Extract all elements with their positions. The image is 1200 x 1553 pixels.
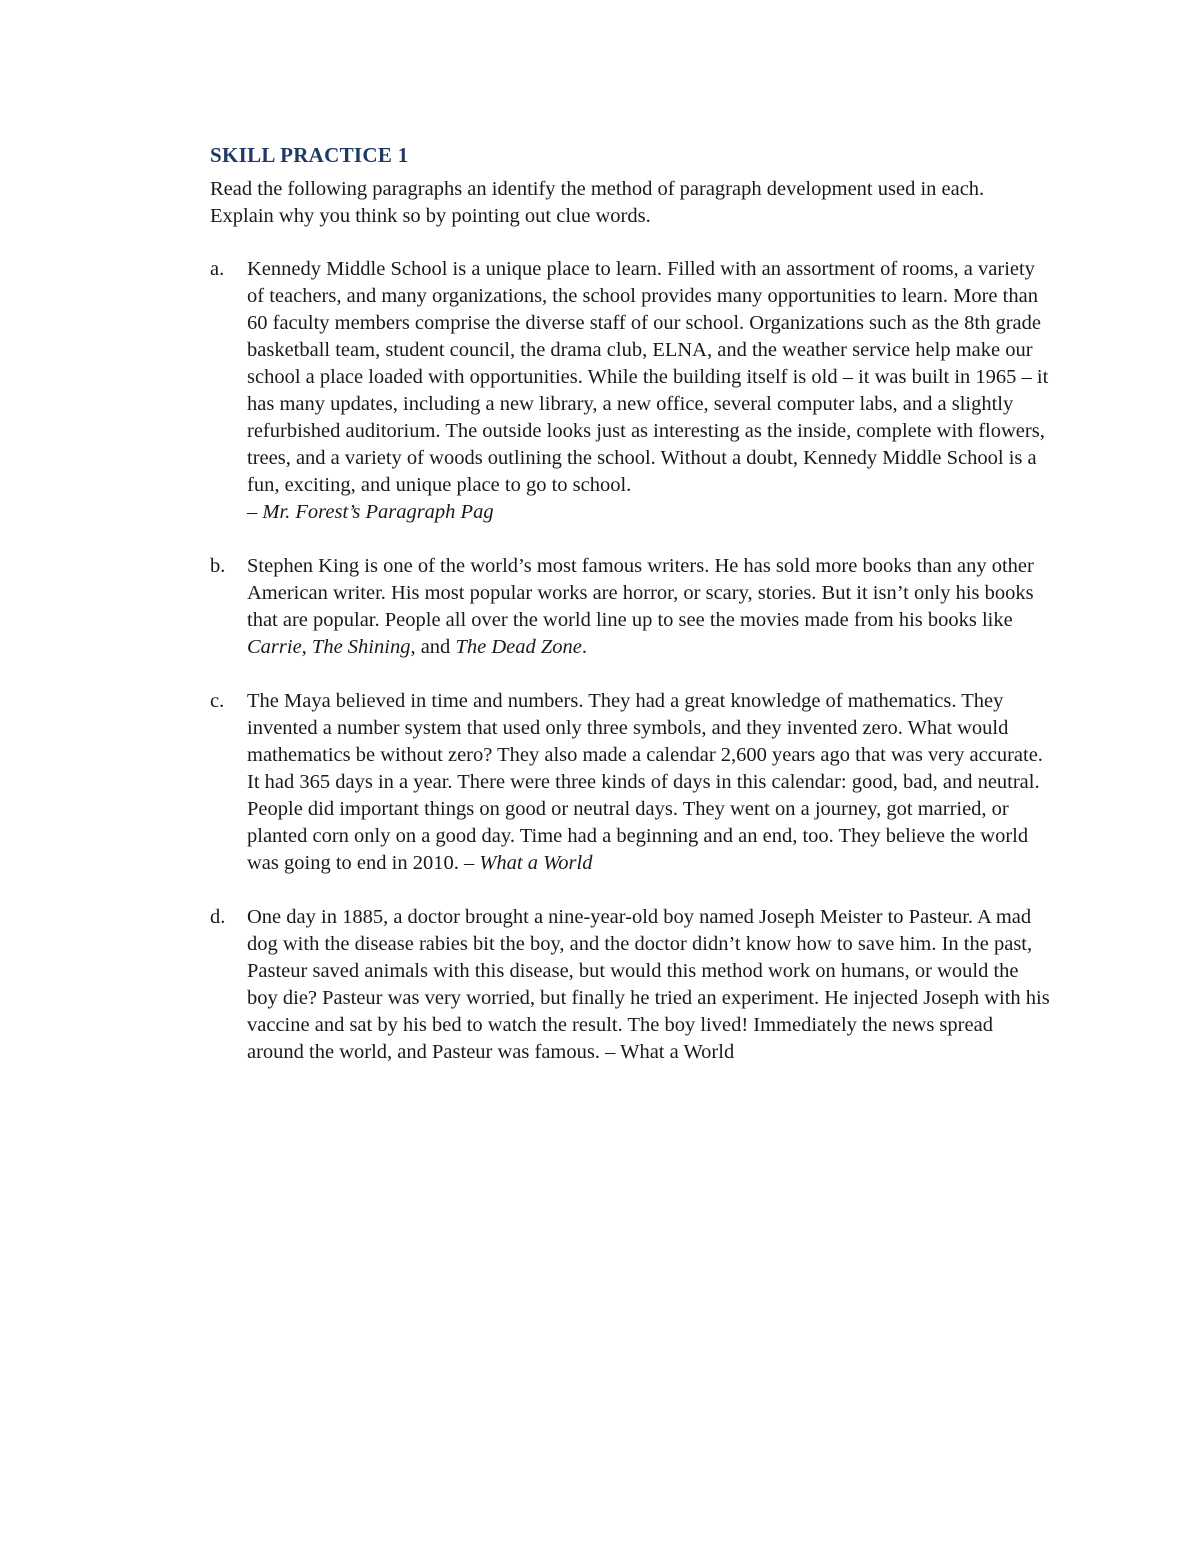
page-title: SKILL PRACTICE 1 (210, 143, 409, 167)
paragraph-text: Kennedy Middle School is a unique place to learn. Filled with an assortment of rooms, a variety of teachers, and many organizations, the school provides many opportunities to learn. More than 60 faculty members comprise the diverse staff of our school. Organizations such as the 8th grade basketball team, student council, the drama club, ELNA, and the weather service help make our school a place loaded with opportunities. While the building itself is old – it was built in 1965 – it has many updates, including a new library, a new office, several computer labs, and a slightly refurbished auditorium. The outside looks just as interesting as the inside, complete with flowers, trees, and a variety of woods outlining the school. Without a doubt, Kennedy Middle School is a fun, exciting, and unique place to go to school. (247, 258, 1049, 496)
list-item-c (210, 688, 1050, 877)
paragraph-attribution: – Mr. Forest’s Paragraph Pag (247, 501, 494, 523)
paragraph-text: Stephen King is one of the world’s most famous writers. He has sold more books than any other American writer. His most popular works are horror, or scary, stories. But it isn’t only his books that are popular. People all over the world line up to see the movies made from his books like (247, 555, 1034, 631)
list-item-b (210, 553, 1050, 661)
paragraph-text: The Maya believed in time and numbers. They had a great knowledge of mathematics. They invented a number system that used only three symbols, and they invented zero. What would mathematics be without zero? They also made a calendar 2,600 years ago that was very accurate. It had 365 days in a year. There were three kinds of days in this calendar: good, bad, and neutral. People did important things on good or neutral days. They went on a journey, got married, or planted corn only on a good day. Time had a beginning and an end, too. They believe the world was going to end in 2010. – (247, 690, 1043, 874)
list-marker: d. (210, 906, 226, 928)
list-item-d (210, 904, 1050, 1066)
paragraph-c (247, 688, 1050, 877)
list-marker: b. (210, 555, 226, 577)
list-marker: c. (210, 690, 225, 712)
paragraph-text: , and (410, 636, 456, 658)
paragraph-b (247, 553, 1050, 661)
list-item-a (210, 256, 1050, 526)
document-page (210, 140, 1050, 1093)
paragraph-text: One day in 1885, a doctor brought a nine-year-old boy named Joseph Meister to Pasteur. A mad dog with the disease rabies bit the boy, and the doctor didn’t know how to save him. In the past, Pasteur saved animals with this disease, but would this method work on humans, or would the boy die? Pasteur was very worried, but finally he tried an experiment. He injected Joseph with his vaccine and sat by his bed to watch the result. The boy lived! Immediately the news spread around the world, and Pasteur was famous. – What a World (247, 906, 1050, 1063)
paragraph-a (247, 256, 1050, 526)
instructions-paragraph: Read the following paragraphs an identify the method of paragraph development used in each. Explain why you think so by pointing out clue words. (210, 178, 985, 227)
book-title: Carrie, The Shining (247, 636, 411, 658)
paragraph-d (247, 904, 1050, 1066)
book-title: The Dead Zone (455, 636, 582, 658)
paragraph-text: . (581, 636, 587, 658)
list-marker: a. (210, 258, 225, 280)
paragraph-attribution: What a World (479, 852, 593, 874)
